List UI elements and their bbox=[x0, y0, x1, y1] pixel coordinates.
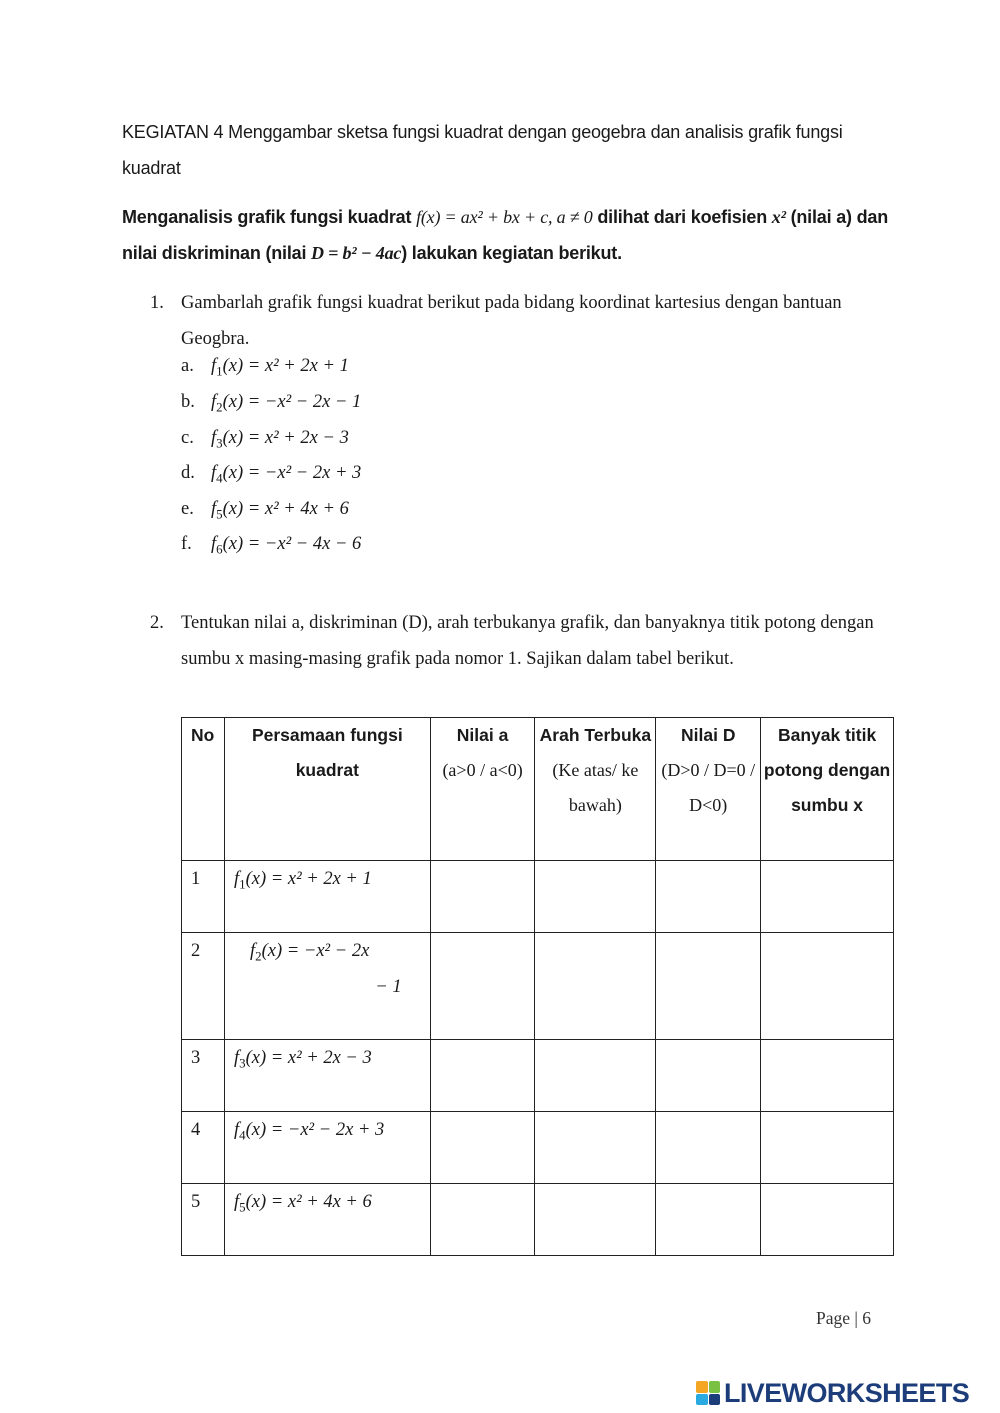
fn-index: 1 bbox=[216, 363, 223, 379]
intro-part4: ) lakukan kegiatan berikut. bbox=[401, 243, 622, 263]
answer-cell-titik[interactable] bbox=[761, 933, 894, 1040]
header-arah-sub: (Ke atas/ ke bawah) bbox=[552, 760, 639, 815]
answer-cell-a[interactable] bbox=[430, 1184, 535, 1256]
row-no: 5 bbox=[182, 1184, 225, 1256]
intro-formula: f(x) = ax² + bx + c, a ≠ 0 bbox=[416, 207, 593, 227]
table-row bbox=[182, 1112, 894, 1184]
liveworksheets-brand bbox=[696, 1378, 969, 1408]
answer-cell-titik[interactable] bbox=[761, 1112, 894, 1184]
question-number: 2. bbox=[150, 613, 164, 633]
row-function: $f_5(x) = x^2 + 4x + 6$ bbox=[224, 1184, 430, 1256]
row-no: 1 bbox=[182, 861, 225, 933]
intro-coef: x² bbox=[771, 207, 786, 227]
row-fn-index: 3 bbox=[239, 1055, 246, 1071]
header-no: No bbox=[182, 718, 225, 861]
answer-cell-titik[interactable] bbox=[761, 1184, 894, 1256]
function-item: e. $f_5(x) = x^2 + 4x + 6$ bbox=[181, 499, 349, 522]
header-persamaan: Persamaan fungsi kuadrat bbox=[224, 718, 430, 861]
answer-cell-a[interactable] bbox=[430, 861, 535, 933]
fn-index: 3 bbox=[216, 435, 223, 451]
row-function: $f_1(x) = x^2 + 2x + 1$ bbox=[224, 861, 430, 933]
table-row bbox=[182, 1184, 894, 1256]
row-fn-index: 2 bbox=[255, 948, 262, 964]
table-row bbox=[182, 861, 894, 933]
table-header-row bbox=[182, 718, 894, 861]
function-item: f. $f_6(x) = -x^2 - 4x - 6$ bbox=[181, 534, 362, 557]
fn-rhs: = −x² − 2x − 1 bbox=[247, 392, 362, 412]
answer-cell-arah[interactable] bbox=[535, 1184, 656, 1256]
row-fn-index: 5 bbox=[239, 1199, 246, 1215]
answer-cell-arah[interactable] bbox=[535, 1040, 656, 1112]
liveworksheets-logo-icon bbox=[696, 1381, 720, 1405]
row-fn-index: 1 bbox=[239, 876, 246, 892]
function-item: c. $f_3(x) = x^2 + 2x - 3$ bbox=[181, 428, 349, 451]
fn-rhs: = −x² − 2x + 3 bbox=[247, 463, 362, 483]
answer-cell-d[interactable] bbox=[656, 933, 761, 1040]
fn-name: f bbox=[211, 356, 217, 376]
item-letter: d. bbox=[181, 463, 195, 483]
header-arah-label: Arah Terbuka bbox=[539, 725, 652, 745]
answer-cell-arah[interactable] bbox=[535, 861, 656, 933]
fn-index: 2 bbox=[216, 399, 223, 415]
question-number: 1. bbox=[150, 293, 164, 313]
intro-part3: (nilai a) dan nilai diskriminan (nilai bbox=[122, 207, 889, 263]
answer-cell-a[interactable] bbox=[430, 933, 535, 1040]
row-fn-rhs-cont: − 1 bbox=[375, 977, 402, 997]
fn-rhs: = −x² − 4x − 6 bbox=[247, 534, 362, 554]
row-fn-rhs: = x² + 2x + 1 bbox=[270, 869, 372, 889]
row-no: 2 bbox=[182, 933, 225, 1040]
answer-cell-titik[interactable] bbox=[761, 861, 894, 933]
brand-text: LIVEWORKSHEETS bbox=[724, 1377, 970, 1408]
answer-cell-titik[interactable] bbox=[761, 1040, 894, 1112]
fn-name: f bbox=[211, 463, 217, 483]
row-fn-rhs: = x² + 2x − 3 bbox=[270, 1048, 372, 1068]
answer-cell-d[interactable] bbox=[656, 861, 761, 933]
question-text: Tentukan nilai a, diskriminan (D), arah terbukanya grafik, dan banyaknya titik potong dengan sumbu x masing-masing grafik pada nomor 1. Sajikan dalam tabel berikut. bbox=[181, 613, 874, 669]
header-nilai-a-label: Nilai a bbox=[456, 725, 509, 745]
intro-part1: Menganalisis grafik fungsi kuadrat bbox=[122, 207, 417, 227]
intro-paragraph bbox=[122, 199, 902, 271]
fn-name: f bbox=[211, 499, 217, 519]
row-function: $f_4(x) = -x^2 - 2x + 3$ bbox=[224, 1112, 430, 1184]
intro-part2: dilihat dari koefisien bbox=[592, 207, 772, 227]
item-letter: e. bbox=[181, 499, 194, 519]
header-arah bbox=[535, 718, 656, 861]
row-fn-rhs: = −x² − 2x + 3 bbox=[270, 1120, 385, 1140]
function-item: b. $f_2(x) = -x^2 - 2x - 1$ bbox=[181, 392, 362, 415]
row-fn-rhs: = −x² − 2x bbox=[286, 941, 370, 961]
item-letter: c. bbox=[181, 428, 194, 448]
header-nilai-a bbox=[430, 718, 535, 861]
item-letter: b. bbox=[181, 392, 195, 412]
fn-rhs: = x² + 2x + 1 bbox=[247, 356, 349, 376]
table-row bbox=[182, 933, 894, 1040]
fn-index: 5 bbox=[216, 506, 223, 522]
row-fn-index: 4 bbox=[239, 1127, 246, 1143]
function-item: a. $f_1(x) = x^2 + 2x + 1$ bbox=[181, 356, 349, 379]
answer-cell-a[interactable] bbox=[430, 1112, 535, 1184]
row-function: $f_3(x) = x^2 + 2x - 3$ bbox=[224, 1040, 430, 1112]
item-letter: a. bbox=[181, 356, 194, 376]
item-letter: f. bbox=[181, 534, 192, 554]
header-nilai-d-label: Nilai D bbox=[681, 725, 736, 745]
fn-name: f bbox=[211, 534, 217, 554]
row-fn-rhs: = x² + 4x + 6 bbox=[270, 1192, 372, 1212]
fn-name: f bbox=[211, 428, 217, 448]
page-title: KEGIATAN 4 Menggambar sketsa fungsi kuadrat dengan geogebra dan analisis grafik fungsi kuadrat bbox=[122, 122, 843, 178]
answer-cell-d[interactable] bbox=[656, 1184, 761, 1256]
intro-disc: D = b² − 4ac bbox=[311, 243, 402, 263]
table-row bbox=[182, 1040, 894, 1112]
header-nilai-a-sub: (a>0 / a<0) bbox=[442, 760, 523, 780]
answer-cell-arah[interactable] bbox=[535, 933, 656, 1040]
answer-table bbox=[181, 717, 894, 1256]
function-item: d. $f_4(x) = -x^2 - 2x + 3$ bbox=[181, 463, 362, 486]
header-nilai-d-sub: (D>0 / D=0 / D<0) bbox=[661, 760, 756, 815]
fn-index: 6 bbox=[216, 541, 223, 557]
fn-rhs: = x² + 4x + 6 bbox=[247, 499, 349, 519]
row-no: 3 bbox=[182, 1040, 225, 1112]
answer-cell-arah[interactable] bbox=[535, 1112, 656, 1184]
header-nilai-d bbox=[656, 718, 761, 861]
answer-cell-d[interactable] bbox=[656, 1040, 761, 1112]
fn-rhs: = x² + 2x − 3 bbox=[247, 428, 349, 448]
question-text: Gambarlah grafik fungsi kuadrat berikut pada bidang koordinat kartesius dengan bantuan Geogbra. bbox=[181, 293, 842, 349]
header-titik: Banyak titik potong dengan sumbu x bbox=[761, 718, 894, 861]
fn-name: f bbox=[211, 392, 217, 412]
page-number: Page | 6 bbox=[816, 1308, 872, 1328]
answer-cell-d[interactable] bbox=[656, 1112, 761, 1184]
row-no: 4 bbox=[182, 1112, 225, 1184]
row-function: $f_2(x) = -x^2 - 2x$ − 1 bbox=[224, 933, 430, 1040]
answer-cell-a[interactable] bbox=[430, 1040, 535, 1112]
fn-index: 4 bbox=[216, 470, 223, 486]
